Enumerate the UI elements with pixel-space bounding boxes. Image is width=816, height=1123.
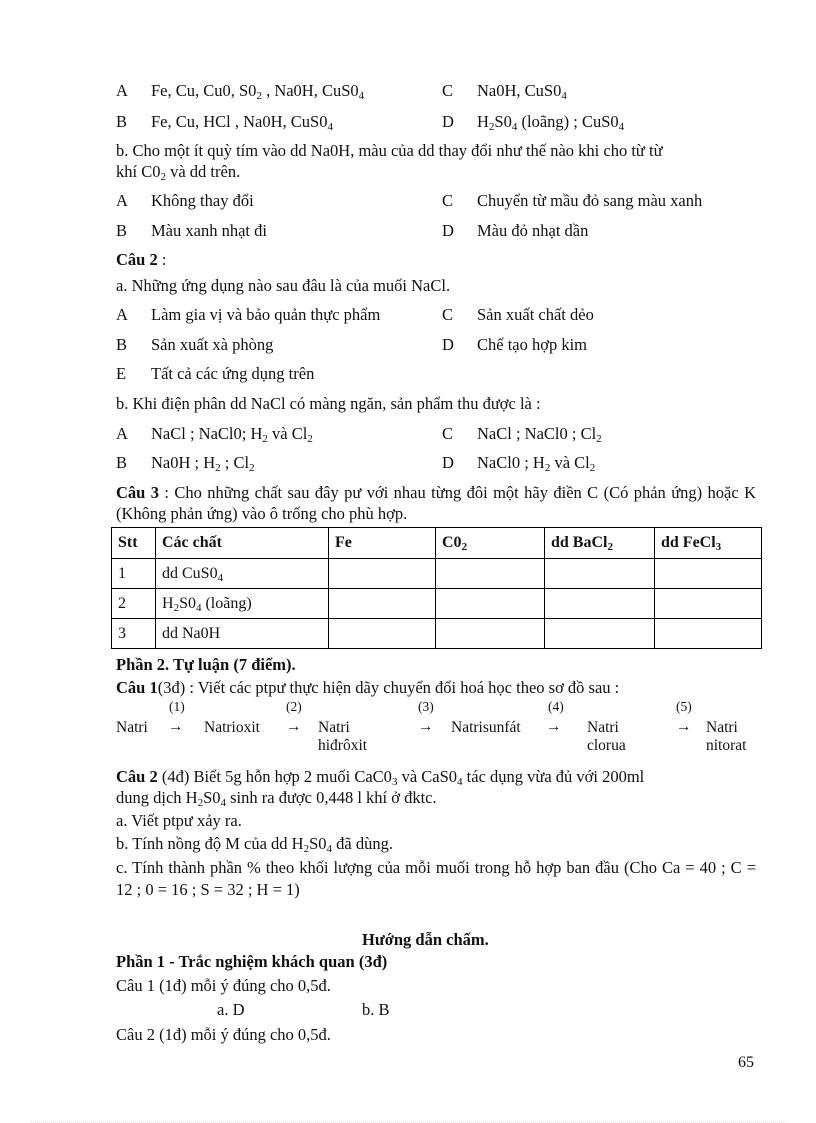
table-header-row bbox=[112, 528, 762, 559]
guide-title: Hướng dẫn chấm. bbox=[362, 930, 489, 949]
guide-part1: Phần 1 - Trắc nghiệm khách quan (3đ) bbox=[116, 952, 388, 971]
chain-natri-nitorat: Natri nitorat bbox=[706, 719, 747, 754]
q2a-option-e: E Tất cả các ứng dụng trên bbox=[116, 364, 315, 383]
answer-cell[interactable] bbox=[545, 559, 655, 589]
answer-cell[interactable] bbox=[655, 619, 762, 649]
reaction-table bbox=[111, 527, 762, 649]
q2b-option-b: B Na0H ; $H_2$ ; $Cl_2$ bbox=[116, 453, 255, 474]
q2a-option-b: B Sản xuất xà phòng bbox=[116, 335, 274, 354]
chain-natri-hidroxit: Natri hiđrôxit bbox=[318, 719, 368, 754]
table-row bbox=[112, 559, 762, 589]
guide-c1: Câu 1 (1đ) mỗi ý đúng cho 0,5đ. bbox=[116, 976, 331, 995]
header-fe: Fe bbox=[329, 528, 436, 559]
chain-natrisunfat: Natrisunfát bbox=[451, 719, 521, 736]
q2b-option-c: C NaCl ; NaCl0 ; $Cl_2$ bbox=[442, 424, 602, 445]
answer-cell[interactable] bbox=[436, 619, 545, 649]
chain-natri: Natri bbox=[116, 719, 148, 736]
answer-cell[interactable] bbox=[655, 559, 762, 589]
answer-cell[interactable] bbox=[655, 589, 762, 619]
q2a-option-c: C Sản xuất chất dẻo bbox=[442, 305, 594, 324]
arrow-icon: → bbox=[676, 718, 692, 735]
arrow-icon: → bbox=[418, 718, 434, 735]
row-substance: $H_2S0_4$ (loãng) bbox=[156, 589, 329, 619]
guide-c1-a: a. D bbox=[217, 1000, 245, 1019]
part2-c1: Câu 1(3đ) : Viết các ptpư thực hiện dãy chuyển đổi hoá học theo sơ đồ sau : bbox=[116, 678, 620, 697]
bottom-dotted-rule bbox=[30, 1121, 786, 1122]
answer-cell[interactable] bbox=[545, 589, 655, 619]
q1b-option-b: B Màu xanh nhạt đi bbox=[116, 221, 267, 240]
q2-heading: Câu 2 : bbox=[116, 250, 167, 269]
arrow-icon: → bbox=[286, 718, 302, 735]
header-stt: Stt bbox=[112, 528, 156, 559]
q2a-option-d: D Chế tạo hợp kim bbox=[442, 335, 588, 354]
guide-c2: Câu 2 (1đ) mỗi ý đúng cho 0,5đ. bbox=[116, 1025, 331, 1044]
part2-c2-c: c. Tính thành phần % theo khối lượng của mỗi muối trong hỗ hợp ban đầu (Cho Ca = 40 ; C = 12 ; 0 = 16 ; S = 32 ; H = 1) bbox=[116, 858, 756, 899]
guide-c1-b: b. B bbox=[362, 1000, 390, 1019]
arrow-icon: → bbox=[168, 718, 184, 735]
step-number: (1) bbox=[169, 699, 185, 714]
header-co2: $C0_2$ bbox=[436, 528, 545, 559]
q1a-option-b: B Fe, Cu, HCl , Na0H, $CuS0_4$ bbox=[116, 112, 333, 133]
step-number: (2) bbox=[286, 699, 302, 714]
table-row bbox=[112, 619, 762, 649]
answer-cell[interactable] bbox=[329, 589, 436, 619]
q2b-option-d: D NaCl0 ; $H_2$ và $Cl_2$ bbox=[442, 453, 596, 474]
q1a-option-c: C Na0H, $CuS0_4$ bbox=[442, 81, 567, 102]
q1b-question: b. Cho một ít quỳ tím vào dd Na0H, màu của dd thay đổi như thế nào khi cho từ từ khí $C0_2$ và dd trên. bbox=[116, 141, 663, 183]
q2b-option-a: A NaCl ; NaCl0; $H_2$ và $Cl_2$ bbox=[116, 424, 313, 445]
answer-cell[interactable] bbox=[329, 559, 436, 589]
q2a-question: a. Những ứng dụng nào sau đâu là của muối NaCl. bbox=[116, 276, 451, 295]
answer-cell[interactable] bbox=[436, 589, 545, 619]
part2-c2-b: b. Tính nồng độ M của dd $H_2S0_4$ đã dùng. bbox=[116, 834, 393, 855]
answer-cell[interactable] bbox=[329, 619, 436, 649]
answer-cell[interactable] bbox=[436, 559, 545, 589]
row-stt: 3 bbox=[112, 619, 156, 649]
header-fecl3: dd FeCl$_3$ bbox=[655, 528, 762, 559]
q2a-option-a: A Làm gia vị và bảo quản thực phẩm bbox=[116, 305, 381, 324]
q1b-option-a: A Không thay đổi bbox=[116, 191, 254, 210]
step-number: (4) bbox=[548, 699, 564, 714]
row-substance: dd Na0H bbox=[156, 619, 329, 649]
part2-c2: Câu 2 (4đ) Biết 5g hỗn hợp 2 muối $CaC0_3$ và $CaS0_4$ tác dụng vừa đủ với 200ml dung dịch $H_2S0_4$ sinh ra được 0,448 l khí ở đktc. bbox=[116, 767, 645, 809]
q1b-option-c: C Chuyển từ mầu đỏ sang màu xanh bbox=[442, 191, 703, 210]
q2b-question: b. Khi điện phân dd NaCl có màng ngăn, sản phẩm thu được là : bbox=[116, 394, 541, 413]
part2-c2-a: a. Viết ptpư xảy ra. bbox=[116, 811, 242, 830]
page-number: 65 bbox=[738, 1054, 754, 1071]
answer-cell[interactable] bbox=[545, 619, 655, 649]
row-stt: 2 bbox=[112, 589, 156, 619]
step-number: (5) bbox=[676, 699, 692, 714]
header-bacl2: dd BaCl$_2$ bbox=[545, 528, 655, 559]
q3-question: Câu 3 : Cho những chất sau đây pư với nhau từng đôi một hãy điền C (Có phản ứng) hoặc K (Không phản ứng) vào ô trống cho phù hợp. bbox=[116, 483, 757, 523]
chain-natrioxit: Natrioxit bbox=[204, 719, 260, 736]
q1a-option-a: A Fe, Cu, Cu0, $S0_2$ , Na0H, $CuS0_4$ bbox=[116, 81, 365, 102]
chain-natri-clorua: Natri clorua bbox=[587, 719, 626, 754]
row-substance: dd $CuS0_4$ bbox=[156, 559, 329, 589]
table-row bbox=[112, 589, 762, 619]
arrow-icon: → bbox=[546, 718, 562, 735]
step-number: (3) bbox=[418, 699, 434, 714]
header-chat: Các chất bbox=[156, 528, 329, 559]
q1a-option-d: D $H_2S0_4$ (loãng) ; $CuS0_4$ bbox=[442, 112, 625, 133]
part2-title: Phần 2. Tự luận (7 điểm). bbox=[116, 655, 296, 674]
row-stt: 1 bbox=[112, 559, 156, 589]
q1b-option-d: D Màu đỏ nhạt dần bbox=[442, 221, 589, 240]
